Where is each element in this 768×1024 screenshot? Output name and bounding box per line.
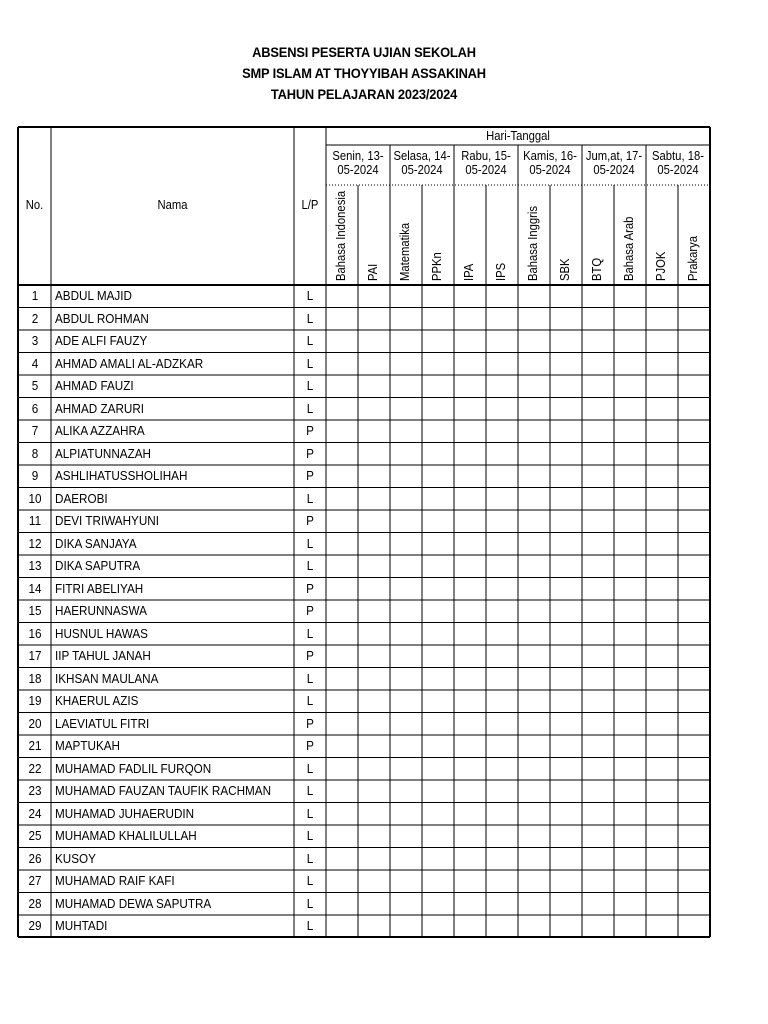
- student-gender: P: [306, 648, 314, 663]
- day-header-line: Rabu, 15-: [461, 149, 511, 163]
- row-number: 13: [28, 558, 42, 573]
- day-header-line: 05-2024: [529, 163, 571, 177]
- header-hari-tanggal: Hari-Tanggal: [486, 129, 550, 143]
- student-gender: L: [306, 693, 314, 708]
- day-header: [457, 149, 515, 177]
- student-name: ABDUL ROHMAN: [55, 310, 149, 326]
- student-name: ABDUL MAJID: [55, 288, 132, 303]
- student-gender: L: [306, 333, 314, 348]
- subject-header: PPKn: [430, 252, 444, 281]
- document-title-line-2: SMP ISLAM AT THOYYIBAH ASSAKINAH: [242, 65, 486, 81]
- day-header-line: Sabtu, 18-: [652, 149, 704, 163]
- student-name: MUHAMAD DEWA SAPUTRA: [55, 895, 212, 911]
- student-name: IIP TAHUL JANAH: [55, 648, 151, 663]
- student-name: MUHAMAD FAUZAN TAUFIK RACHMAN: [55, 783, 272, 798]
- student-name: KUSOY: [55, 850, 96, 866]
- student-gender: P: [306, 738, 314, 753]
- student-name: AHMAD ZARURI: [55, 400, 145, 416]
- student-gender: L: [306, 828, 314, 843]
- day-header-line: 05-2024: [401, 163, 443, 177]
- day-header-line: Jum,at, 17-: [585, 149, 643, 163]
- subject-header: IPS: [494, 262, 508, 281]
- student-name: DIKA SANJAYA: [55, 535, 137, 551]
- student-name: KHAERUL AZIS: [55, 693, 139, 708]
- day-header-line: Senin, 13-: [332, 149, 384, 163]
- day-header-line: 05-2024: [593, 163, 635, 177]
- student-name: AHMAD FAUZI: [55, 378, 134, 393]
- document-title-line-3: TAHUN PELAJARAN 2023/2024: [270, 86, 458, 102]
- day-header-line: Selasa, 14-: [393, 149, 451, 163]
- student-name: MUHAMAD KHALILULLAH: [55, 828, 197, 843]
- student-name: MUHTADI: [55, 918, 108, 933]
- subject-header: PAI: [366, 263, 380, 281]
- header-lp: L/P: [301, 198, 319, 212]
- subject-header: Matematika: [398, 222, 412, 281]
- student-name: ALIKA AZZAHRA: [55, 423, 145, 438]
- student-gender: L: [306, 670, 314, 686]
- student-gender: L: [306, 400, 314, 416]
- day-header: [585, 149, 643, 177]
- student-name: DIKA SAPUTRA: [55, 558, 141, 573]
- day-header: [521, 149, 579, 177]
- day-header: [649, 149, 707, 177]
- student-name: ASHLIHATUSSHOLIHAH: [55, 468, 188, 483]
- student-name: LAEVIATUL FITRI: [55, 715, 150, 731]
- day-header-line: Kamis, 16-: [523, 149, 577, 163]
- student-gender: P: [306, 603, 314, 618]
- row-number: 11: [28, 513, 42, 528]
- header-nama: Nama: [157, 198, 188, 212]
- row-number: 16: [28, 625, 42, 641]
- student-gender: P: [306, 445, 314, 461]
- student-gender: L: [306, 783, 314, 798]
- student-gender: L: [306, 378, 314, 393]
- subject-header: PJOK: [654, 251, 668, 281]
- row-number: 26: [28, 850, 42, 866]
- row-number: 3: [31, 333, 39, 348]
- row-number: 27: [28, 873, 42, 888]
- row-number: 10: [28, 490, 42, 506]
- student-gender: L: [306, 850, 314, 866]
- subject-header: Bahasa Inggris: [526, 205, 540, 281]
- row-number: 24: [28, 805, 42, 821]
- student-name: FITRI ABELIYAH: [55, 580, 144, 596]
- student-gender: P: [306, 715, 314, 731]
- row-number: 21: [28, 738, 42, 753]
- student-gender: L: [306, 355, 314, 371]
- row-number: 8: [31, 445, 39, 461]
- row-number: 12: [28, 535, 42, 551]
- student-gender: P: [306, 580, 314, 596]
- student-name: ADE ALFI FAUZY: [55, 333, 148, 348]
- student-gender: L: [306, 873, 314, 888]
- student-gender: L: [306, 558, 314, 573]
- row-number: 4: [31, 355, 39, 371]
- student-gender: L: [306, 918, 314, 933]
- day-header-line: 05-2024: [465, 163, 507, 177]
- row-number: 20: [28, 715, 42, 731]
- row-number: 15: [28, 603, 42, 618]
- row-number: 22: [28, 760, 42, 776]
- row-number: 18: [28, 670, 42, 686]
- student-name: MUHAMAD JUHAERUDIN: [55, 805, 195, 821]
- subject-header: BTQ: [590, 257, 604, 281]
- student-name: AHMAD AMALI AL-ADZKAR: [55, 355, 204, 371]
- row-number: 9: [31, 468, 39, 483]
- student-gender: L: [306, 310, 314, 326]
- subject-header: IPA: [462, 263, 476, 281]
- row-number: 29: [28, 918, 42, 933]
- student-name: DEVI TRIWAHYUNI: [55, 513, 160, 528]
- day-header-line: 05-2024: [337, 163, 379, 177]
- row-number: 6: [31, 400, 39, 416]
- student-name: MAPTUKAH: [55, 738, 121, 753]
- day-header-line: 05-2024: [657, 163, 699, 177]
- header-no: No.: [25, 198, 44, 212]
- row-number: 28: [28, 895, 42, 911]
- student-name: MUHAMAD RAIF KAFI: [55, 873, 175, 888]
- row-number: 5: [31, 378, 39, 393]
- subject-header: SBK: [558, 258, 572, 281]
- student-name: DAEROBI: [55, 490, 108, 506]
- student-gender: P: [306, 468, 314, 483]
- row-number: 23: [28, 783, 42, 798]
- row-number: 7: [31, 423, 39, 438]
- student-name: HUSNUL HAWAS: [55, 625, 148, 641]
- student-gender: L: [306, 535, 314, 551]
- student-gender: P: [306, 513, 314, 528]
- student-gender: L: [306, 490, 314, 506]
- row-number: 19: [28, 693, 42, 708]
- row-number: 17: [28, 648, 42, 663]
- row-number: 25: [28, 828, 42, 843]
- subject-header: Prakarya: [686, 235, 700, 281]
- student-gender: L: [306, 760, 314, 776]
- student-gender: L: [306, 625, 314, 641]
- row-number: 2: [31, 310, 39, 326]
- student-gender: P: [306, 423, 314, 438]
- document-title-line-1: ABSENSI PESERTA UJIAN SEKOLAH: [252, 44, 476, 60]
- row-number: 1: [31, 288, 39, 303]
- day-header: [329, 149, 387, 177]
- student-gender: L: [306, 895, 314, 911]
- student-name: IKHSAN MAULANA: [55, 670, 159, 686]
- subject-header: Bahasa Indonesia: [334, 190, 348, 281]
- subject-header: Bahasa Arab: [622, 216, 636, 281]
- student-gender: L: [306, 288, 314, 303]
- student-name: HAERUNNASWA: [55, 603, 147, 618]
- student-gender: L: [306, 805, 314, 821]
- student-name: MUHAMAD FADLIL FURQON: [55, 760, 212, 776]
- day-header: [393, 149, 451, 177]
- row-number: 14: [28, 580, 42, 596]
- student-name: ALPIATUNNAZAH: [55, 445, 152, 461]
